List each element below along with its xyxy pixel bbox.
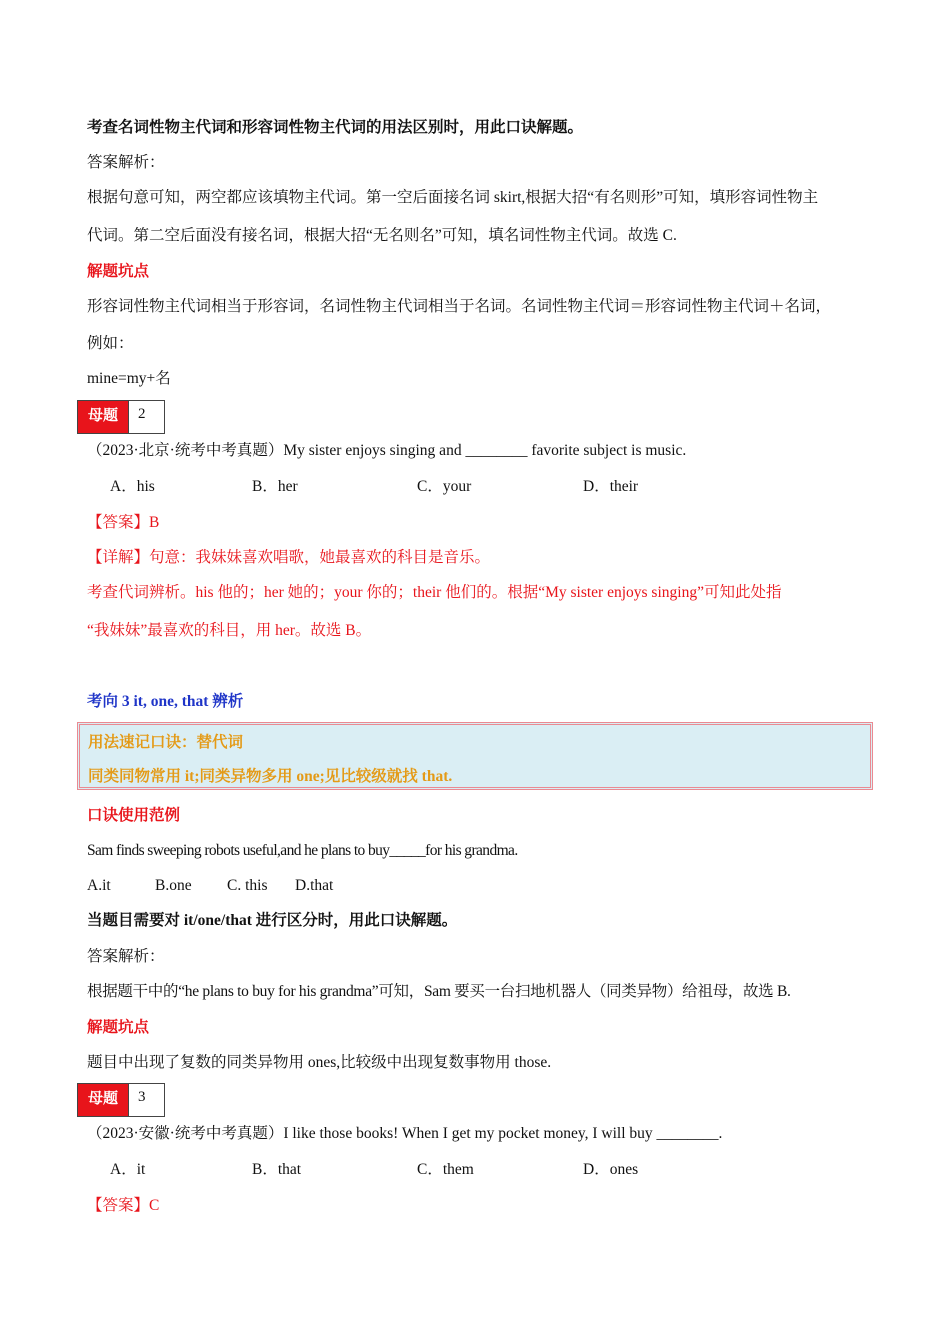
mother-question-label: 母题 [77, 400, 129, 434]
detail-text: 【详解】句意：我妹妹喜欢唱歌，她最喜欢的科目是音乐。 [87, 549, 491, 566]
example-label: 口诀使用范例 [87, 807, 181, 824]
question-stem: （2023·北京·统考中考真题）My sister enjoys singing and ________ favorite subject is music. [87, 442, 687, 459]
analysis-label: 答案解析： [87, 948, 165, 965]
answer-text: 【答案】C [87, 1197, 160, 1214]
option-b: B．her [252, 478, 298, 495]
mnemonic-body: 同类同物常用 it;同类异物多用 one;见比较级就找 that. [88, 768, 453, 785]
question-number: 3 [129, 1083, 165, 1117]
analysis-text: 代词。第二空后面没有接名词，根据大招“无名则名”可知，填名词性物主代词。故选 C. [87, 227, 677, 244]
option-d: D．ones [583, 1161, 639, 1178]
pitfall-label: 解题坑点 [87, 263, 150, 280]
answer-text: 【答案】B [87, 514, 160, 531]
section-heading: 考向 3 it, one, that 辨析 [87, 693, 244, 710]
option-c: C．them [417, 1161, 474, 1178]
question-number: 2 [129, 400, 165, 434]
mother-question-label: 母题 [77, 1083, 129, 1117]
example-stem: Sam finds sweeping robots useful,and he plans to buy_____for his grandma. [87, 842, 518, 859]
option-c: C．your [417, 478, 472, 495]
pitfall-text: 例如： [87, 335, 134, 352]
example-option-a: A.it [87, 877, 111, 894]
mnemonic-box [77, 722, 873, 790]
rule-text: 当题目需要对 it/one/that 进行区分时，用此口诀解题。 [87, 912, 458, 929]
pitfall-label: 解题坑点 [87, 1019, 150, 1036]
pitfall-text: 题目中出现了复数的同类异物用 ones,比较级中出现复数事物用 those. [87, 1054, 552, 1071]
option-d: D．their [583, 478, 639, 495]
question-stem: （2023·安徽·统考中考真题）I like those books! When I get my pocket money, I will buy ________. [87, 1125, 723, 1142]
detail-text: “我妹妹”最喜欢的科目，用 her。故选 B。 [87, 622, 372, 639]
detail-text: 考查代词辨析。his 他的；her 她的；your 你的；their 他们的。根据“My sister enjoys singing”可知此处指 [87, 584, 782, 601]
option-a: A．it [110, 1161, 146, 1178]
rule-text: 考查名词性物主代词和形容词性物主代词的用法区别时，用此口诀解题。 [87, 119, 584, 136]
analysis-text: 根据句意可知，两空都应该填物主代词。第一空后面接名词 skirt,根据大招“有名则形”可知，填形容词性物主 [87, 189, 819, 206]
example-option-d: D.that [295, 877, 334, 894]
example-option-b: B.one [155, 877, 192, 894]
analysis-text: 根据题干中的“he plans to buy for his grandma”可知，Sam 要买一台扫地机器人（同类异物）给祖母，故选 B. [87, 983, 791, 1000]
analysis-label: 答案解析： [87, 154, 165, 171]
pitfall-text: mine=my+名 [87, 370, 171, 387]
pitfall-text: 形容词性物主代词相当于形容词，名词性物主代词相当于名词。名词性物主代词＝形容词性物主代词＋名词， [87, 298, 832, 315]
example-option-c: C. this [227, 877, 268, 894]
option-b: B．that [252, 1161, 302, 1178]
option-a: A．his [110, 478, 155, 495]
mnemonic-title: 用法速记口诀：替代词 [88, 734, 244, 751]
